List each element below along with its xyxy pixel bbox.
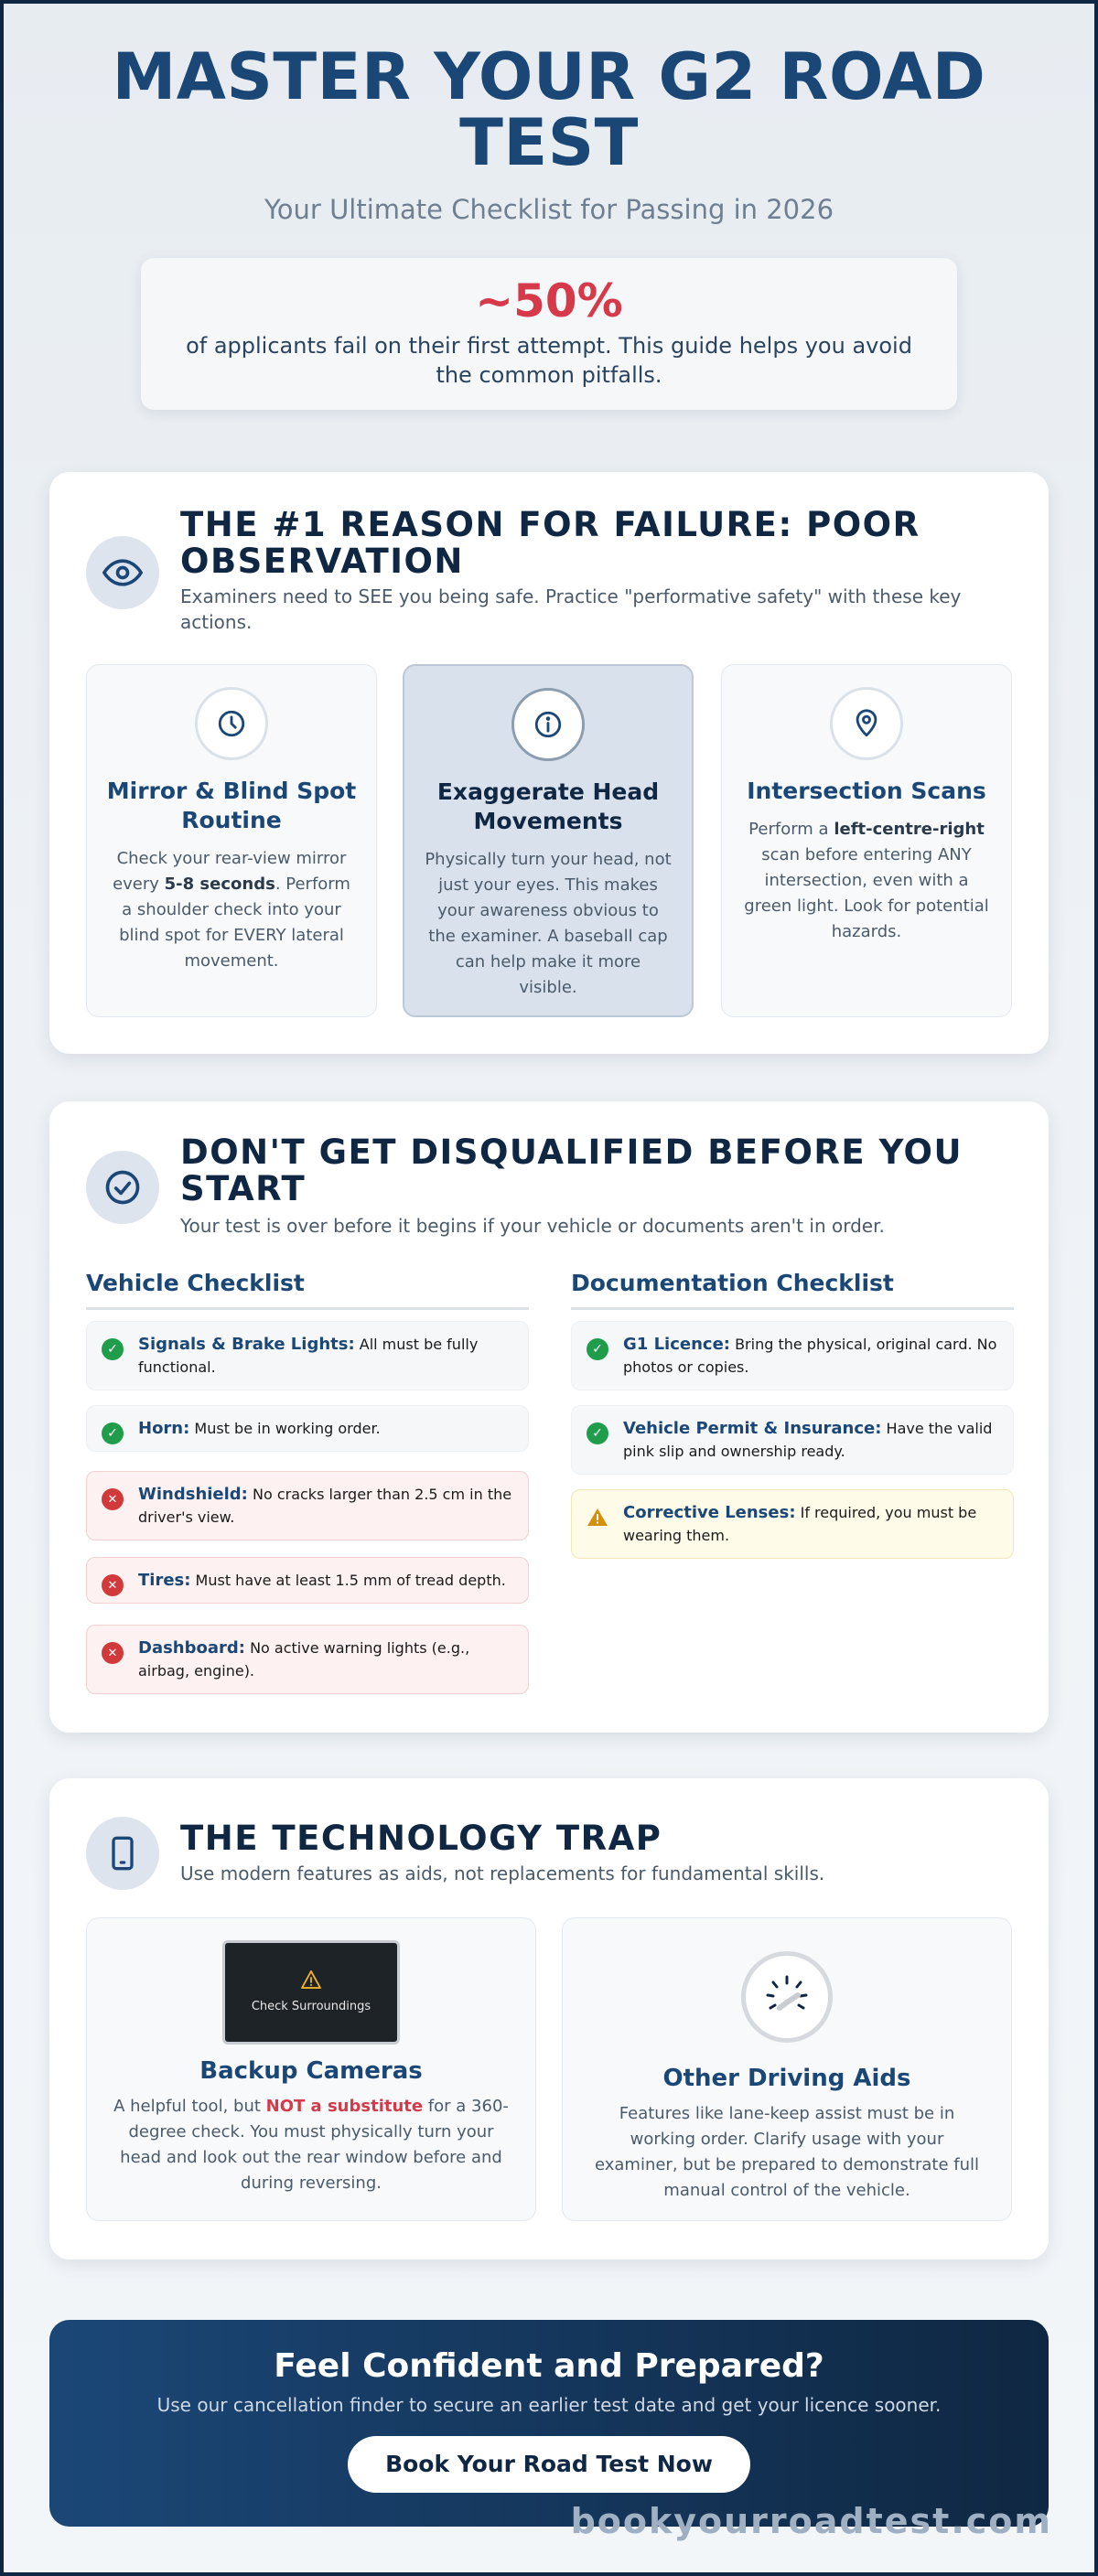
disqualify-title: DON'T GET DISQUALIFIED BEFORE YOU START [180,1132,963,1208]
x-icon: ✕ [102,1642,124,1664]
list-item: ✕ Tires: Must have at least 1.5 mm of tread depth. [86,1557,529,1604]
list-item: ✓ Vehicle Permit & Insurance: Have the valid pink slip and ownership ready. [571,1405,1014,1475]
documentation-checklist-heading: Documentation Checklist [571,1270,1014,1310]
x-icon: ✕ [102,1574,124,1596]
observation-title: THE #1 REASON FOR FAILURE: POOR OBSERVATION [180,505,920,581]
mirror-routine-card [86,664,377,1017]
list-item: ✕ Dashboard: No active warning lights (e.g., airbag, engine). [86,1625,529,1694]
fail-rate-text: of applicants fail on their first attempt. This guide helps you avoid the common pitfalls. [186,333,912,388]
eye-icon [86,536,159,609]
technology-section [49,1778,1049,2259]
card-text: Features like lane-keep assist must be in working order. Clarify usage with your examiner, but be prepared to demonstrate full manual control of the vehicle. [594,2104,980,2200]
disqualify-description: Your test is over before it begins if your vehicle or documents aren't in order. [180,1215,885,1237]
fail-rate-value: ~50% [475,274,623,327]
check-icon: ✓ [587,1422,608,1444]
warning-icon [301,1970,321,1989]
watermark: bookyourroadtest.com [570,2501,1052,2541]
cta-text: Use our cancellation finder to secure an earlier test date and get your licence sooner. [156,2394,942,2416]
card-text: Check your rear-view mirror every 5-8 seconds. Perform a shoulder check into your blind spot for EVERY lateral movement. [113,849,350,971]
check-icon: ✓ [102,1338,124,1360]
card-text: Perform a left-centre-right scan before entering ANY intersection, even with a green light. Look for potential hazards. [744,820,989,941]
cta-banner [49,2320,1049,2527]
card-title: Intersection Scans [747,778,986,804]
cta-title: Feel Confident and Prepared? [274,2347,824,2385]
card-text: A helpful tool, but NOT a substitute for a 360-degree check. You must physically turn your head and look out the rear window before and during reversing. [113,2097,509,2193]
list-item: ✓ G1 Licence: Bring the physical, original card. No photos or copies. [571,1321,1014,1390]
book-road-test-button[interactable]: Book Your Road Test Now [348,2436,750,2493]
page-subtitle: Your Ultimate Checklist for Passing in 2026 [264,194,834,225]
technology-title: THE TECHNOLOGY TRAP [180,1819,662,1858]
card-text: Physically turn your head, not just your eyes. This makes your awareness obvious to the examiner. A baseball cap can help make it more visible. [425,850,672,997]
clock-icon [195,687,268,760]
x-icon: ✕ [102,1488,124,1510]
head-movements-card [403,664,694,1017]
card-title: Mirror & Blind Spot Routine [106,778,357,833]
warning-icon [587,1507,608,1529]
page-title: MASTER YOUR G2 ROAD TEST [112,39,986,180]
check-circle-icon [86,1151,159,1224]
observation-description: Examiners need to SEE you being safe. Practice "performative safety" with these key actions. [180,585,962,633]
disqualify-section [49,1101,1049,1733]
list-item: Corrective Lenses: If required, you must be wearing them. [571,1489,1014,1559]
fail-rate-card [141,258,957,410]
list-item: ✕ Windshield: No cracks larger than 2.5 cm in the driver's view. [86,1471,529,1540]
backup-cameras-card [86,1917,536,2221]
info-icon [511,688,585,761]
check-icon: ✓ [587,1338,608,1360]
driving-aids-card [562,1917,1012,2221]
gauge-icon [741,1951,833,2043]
observation-section [49,472,1049,1054]
list-item: ✓ Horn: Must be in working order. [86,1405,529,1452]
camera-screen-label: Check Surroundings [251,2000,371,2013]
location-pin-icon [830,687,903,760]
technology-description: Use modern features as aids, not replacements for fundamental skills. [180,1862,825,1884]
vehicle-checklist-heading: Vehicle Checklist [86,1270,529,1310]
list-item: ✓ Signals & Brake Lights: All must be fully functional. [86,1321,529,1390]
card-title: Other Driving Aids [662,2065,911,2092]
smartphone-icon [86,1817,159,1890]
check-icon: ✓ [102,1422,124,1444]
camera-screen [222,1940,400,2045]
intersection-scans-card [721,664,1012,1017]
card-title: Backup Cameras [199,2057,423,2085]
card-title: Exaggerate Head Movements [436,778,660,834]
